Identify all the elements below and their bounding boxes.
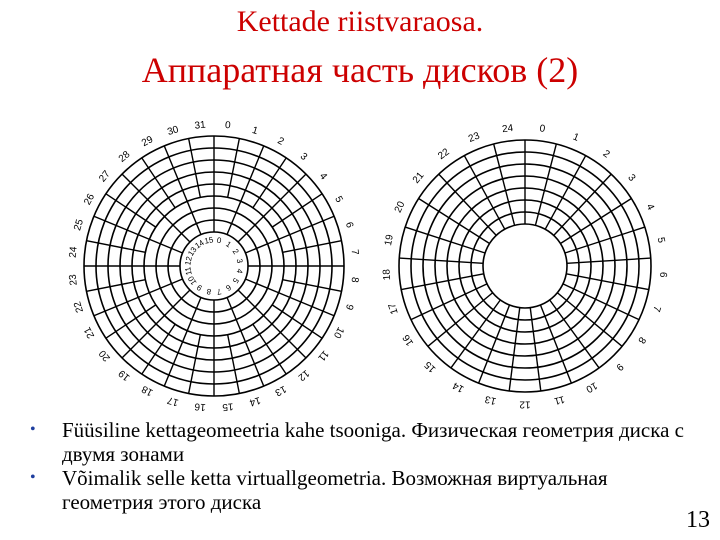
sector-number-label: 16: [194, 400, 207, 413]
sector-boundary: [530, 308, 541, 391]
sector-number-label: 13: [272, 382, 288, 398]
sector-number-label: 11: [315, 347, 331, 363]
virtual-disk-diagram: [375, 116, 675, 416]
sector-boundary: [245, 279, 278, 293]
sector-number-label: 27: [97, 168, 113, 185]
bullet-item: [30, 466, 700, 514]
sector-number-label: 4: [234, 268, 245, 275]
sector-number-label: 0: [216, 235, 223, 246]
sector-number-label: 28: [116, 149, 133, 165]
sector-boundary: [149, 239, 182, 253]
sector-boundary: [283, 280, 342, 292]
slide-title-line2: Аппаратная часть дисков (2): [141, 50, 579, 90]
sector-boundary: [86, 241, 145, 253]
sector-number-label: 14: [450, 379, 467, 395]
sector-number-label: 16: [400, 332, 417, 348]
sector-boundary: [189, 138, 201, 197]
sector-number-label: 5: [654, 236, 667, 244]
sector-number-label: 8: [205, 286, 212, 297]
sector-number-label: 14: [193, 238, 206, 251]
sector-number-label: 9: [195, 282, 204, 293]
sector-number-label: 5: [332, 194, 345, 205]
sector-boundary: [263, 174, 305, 216]
sector-number-label: 0: [224, 119, 232, 132]
sector-number-label: 11: [183, 266, 194, 277]
sector-boundary: [494, 144, 515, 225]
sector-number-label: 10: [330, 324, 346, 340]
sector-number-label: 17: [386, 301, 401, 316]
bullet-text: Võimalik selle ketta virtuallgeometria. Возможная виртуальная геометрия этого диска: [62, 466, 608, 514]
sector-number-label: 12: [519, 398, 531, 410]
sector-number-label: 19: [382, 233, 396, 247]
sector-boundary: [509, 308, 520, 391]
sector-boundary: [263, 315, 305, 357]
sector-boundary: [227, 297, 241, 330]
track-circle: [483, 224, 567, 308]
sector-number-label: 1: [250, 125, 260, 138]
sector-number-label: 2: [600, 148, 612, 161]
sector-number-label: 9: [613, 360, 626, 373]
sector-number-label: 19: [116, 367, 133, 383]
sector-number-label: 10: [583, 379, 600, 395]
bullet-list: [30, 418, 700, 514]
sector-number-label: 25: [72, 218, 86, 232]
sector-number-label: 4: [643, 202, 657, 213]
sector-number-label: 20: [392, 199, 408, 215]
sector-number-label: 15: [203, 235, 215, 246]
sector-number-label: 7: [650, 304, 663, 313]
sector-number-label: 15: [422, 358, 439, 375]
sector-number-label: 22: [72, 300, 86, 314]
sector-boundary: [227, 201, 241, 234]
sector-number-label: 21: [82, 324, 98, 340]
sector-boundary: [245, 239, 278, 253]
sector-number-label: 0: [538, 123, 546, 135]
sector-number-label: 29: [140, 134, 156, 150]
sector-number-label: 8: [348, 276, 361, 284]
sector-number-label: 3: [625, 172, 638, 184]
sector-number-label: 17: [166, 394, 180, 408]
sector-boundary: [86, 280, 145, 292]
sector-boundary: [566, 274, 649, 290]
bullet-dot-icon: •: [30, 469, 36, 486]
sector-number-label: 23: [467, 130, 482, 145]
sector-number-label: 6: [657, 271, 669, 278]
bullet-dot-icon: •: [30, 421, 36, 438]
sector-boundary: [187, 201, 201, 234]
sector-boundary: [228, 335, 240, 394]
sector-boundary: [149, 279, 182, 293]
sector-number-label: 3: [297, 150, 310, 164]
sector-number-label: 7: [216, 286, 223, 297]
sector-number-label: 24: [501, 122, 514, 136]
sector-boundary: [560, 198, 631, 243]
bullet-item: [30, 418, 700, 466]
sector-number-label: 18: [381, 268, 394, 281]
sector-number-label: 5: [230, 276, 241, 285]
sector-boundary: [419, 198, 490, 243]
sector-number-label: 18: [140, 382, 156, 398]
sector-boundary: [283, 241, 342, 253]
sector-boundary: [401, 274, 484, 290]
sector-number-label: 9: [342, 302, 355, 312]
sector-number-label: 7: [348, 248, 361, 256]
sector-number-label: 6: [342, 220, 355, 230]
sector-number-label: 4: [316, 170, 330, 183]
slide-title-line1: Kettade riistvaraosa.: [236, 5, 484, 38]
sector-number-label: 11: [552, 393, 566, 407]
sector-number-label: 10: [186, 274, 199, 287]
sector-number-label: 6: [224, 282, 233, 293]
sector-number-label: 24: [67, 246, 80, 259]
sector-number-label: 2: [230, 247, 241, 256]
sector-boundary: [405, 227, 485, 253]
sector-number-label: 20: [97, 347, 113, 364]
sector-number-label: 2: [275, 135, 286, 148]
sector-number-label: 12: [295, 367, 312, 383]
sector-boundary: [565, 227, 645, 253]
sector-number-label: 3: [234, 257, 245, 264]
sector-number-label: 31: [194, 119, 207, 132]
physical-disk-diagram: [64, 116, 364, 416]
sector-number-label: 14: [248, 394, 262, 408]
sector-number-label: 12: [183, 255, 194, 267]
sector-number-label: 30: [166, 124, 180, 138]
sector-number-label: 15: [221, 400, 234, 413]
sector-number-label: 13: [483, 392, 498, 407]
sector-number-label: 21: [410, 170, 427, 186]
track-circle: [471, 212, 579, 320]
sector-number-label: 8: [635, 334, 648, 346]
sector-number-label: 26: [82, 192, 98, 208]
sector-number-label: 22: [436, 146, 452, 163]
bullet-text: Füüsiline kettageomeetria kahe tsooniga. Физическая геометрия диска с двумя зонами: [62, 418, 684, 466]
sector-boundary: [187, 297, 201, 330]
sector-boundary: [189, 335, 201, 394]
slide-number: 13: [686, 507, 710, 533]
sector-number-label: 1: [224, 239, 233, 250]
sector-boundary: [122, 315, 164, 357]
sector-number-label: 23: [67, 273, 80, 286]
sector-boundary: [122, 174, 164, 216]
sector-boundary: [535, 144, 556, 225]
sector-number-label: 1: [571, 131, 581, 144]
sector-number-label: 13: [186, 245, 199, 258]
sector-boundary: [228, 138, 240, 197]
